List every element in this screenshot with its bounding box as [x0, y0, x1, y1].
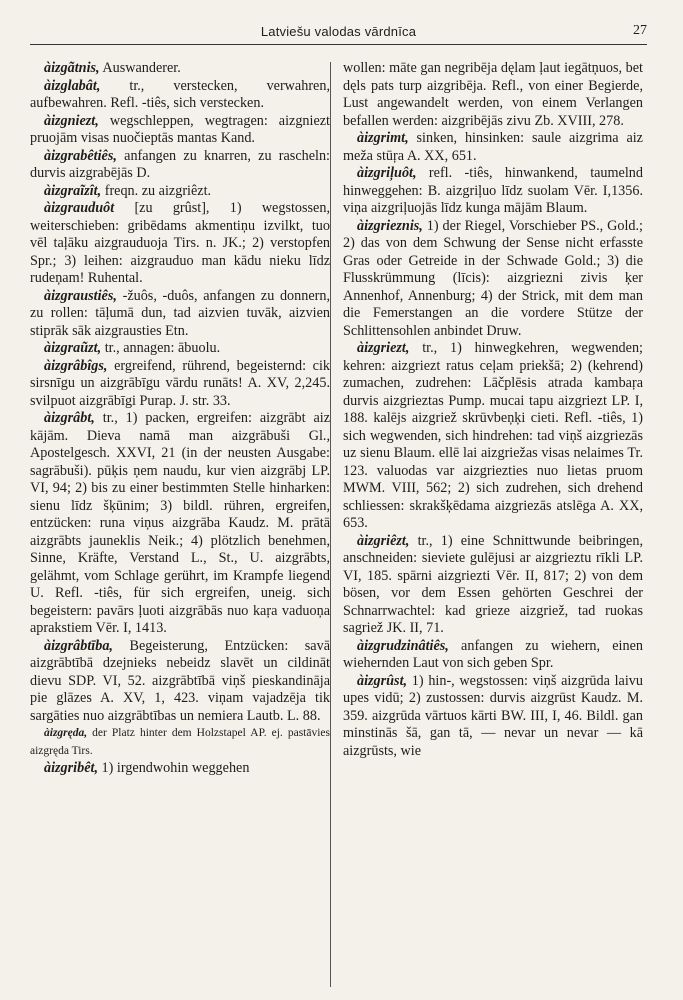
- entry-headword: àizgręda,: [44, 727, 88, 739]
- dictionary-entry: [30, 410, 330, 638]
- entry-definition: wollen: māte gan negribēja dęlam ļaut iegātņuos, bet dęls pats turp aizgribēja. Refl., von einer Begierde, Lust angewandelt werden, von einem Verlangen befallen werden: aizgribējās zivu Zb. XVIII, 278.: [343, 60, 643, 129]
- entry-definition: wegschleppen, wegtragen: aizgniezt pruojām visas nuočieptās mantas Kand.: [30, 112, 330, 146]
- entry-definition: tr., 1) hinwegkehren, wegwenden; kehren: aizgriezt ratus ceļam priekšā; 2) (kehrend) zumachen, zudrehen: Lāčplēsis atrada kambaŗa durvis aizgrieztas Pump. mucai tapu aizgriezt LP. I, 188. kalējs aizgriež skrūvbeņķi cieti. Refl. -tiês, 1) sich wegwenden, sich hindrehen: tad viņš aizgriezās uz sienu Blaum. ellē lai aizgriežas visas nelaimes Tr. 123. valuodas var aizgriezties nuo lietas pruom MWM. VIII, 562; 2) sich zudrehen, sich drehend schliessen: skrakšķēdama aizgriezās atslēga A. XX, 653.: [343, 340, 643, 531]
- running-title: Latviešu valodas vārdnīca: [260, 24, 417, 39]
- page-header: [30, 22, 647, 45]
- dictionary-entry: [30, 183, 330, 201]
- dictionary-entry: [30, 200, 330, 288]
- entry-definition: [zu grûst], 1) wegstossen, weiterschieben: gribēdams akmentiņu izvilkt, tuo vēl taļāku aizgrauduoja Tirs. n. JK.; 2) verstopfen Spr.; 3) leihen: aizgrauduo man kādu nieku līdz rudeņam! Ruhental.: [30, 200, 330, 286]
- dictionary-entry: [30, 340, 330, 358]
- entry-headword: àizgniezt,: [44, 112, 99, 129]
- dictionary-entry: [343, 130, 643, 165]
- dictionary-entry: [343, 533, 643, 638]
- entry-definition: ergreifend, rührend, begeisternd: cik sirsnīgu un aizgrābīgu vārdu runāts! A. XV, 2,245. svilpuot aizgrābīgi Purap. J. str. 33.: [30, 357, 330, 409]
- entry-definition: 1) irgendwohin weggehen: [98, 760, 250, 776]
- entry-headword: àizgrâbtība,: [44, 637, 113, 654]
- dictionary-entry: [343, 638, 643, 673]
- entry-definition: der Platz hinter dem Holzstapel AP. ej. pastāvies aizgręda Tirs.: [30, 727, 330, 757]
- dictionary-entry: [343, 673, 643, 761]
- entry-headword: àizgrâbt,: [44, 410, 95, 426]
- entry-headword: àizgribêt,: [44, 760, 98, 776]
- entry-definition: 1) hin-, wegstossen: viņš aizgrūda laivu upes vidū; 2) zustossen: durvis aizgrūst Kaudz. M. 359. aizgrūda vārtuos kārti BW. III, I, 46. Bildl. gan minstinās šā, gan tā, — nevar un nevar — kā aizgrūsts, wie: [343, 672, 643, 759]
- entry-definition: Auswanderer.: [99, 60, 181, 76]
- entry-headword: àizgrûst,: [357, 672, 408, 689]
- entry-definition: tr., 1) eine Schnittwunde beibringen, anschneiden: sieviete gulējusi ar aizgrieztu rīkli LP. VI, 185. spārni aizgriezti Vēr. II, 817; 2) von dem bösen, vor dem Essen gehörten Geschrei der Schnarrwachtel: kad grieze aizgriež, tad ruokas sagriež JK. II, 71.: [343, 532, 643, 636]
- entry-definition: sinken, hinsinken: saule aizgrima aiz meža stūŗa A. XX, 651.: [343, 130, 643, 164]
- dictionary-entry: [343, 340, 643, 533]
- column-divider: [330, 62, 331, 987]
- dictionary-entry: [30, 288, 330, 341]
- entry-headword: àizgraĩzît,: [44, 182, 102, 199]
- left-column: [30, 60, 330, 778]
- entry-definition: anfangen zu knarren, zu rascheln: durvis aizgrabējās D.: [30, 147, 330, 181]
- dictionary-entry: [30, 638, 330, 726]
- dictionary-entry: [30, 113, 330, 148]
- dictionary-entry: [30, 358, 330, 411]
- entry-definition: tr., annagen: ābuolu.: [101, 340, 221, 356]
- page-number: 27: [633, 23, 647, 38]
- dictionary-entry: [30, 760, 330, 778]
- entry-headword: àizgãtnis,: [44, 60, 100, 76]
- dictionary-entry: [343, 218, 643, 341]
- entry-headword: àizgrimt,: [357, 130, 409, 146]
- dictionary-entry: [343, 60, 643, 130]
- entry-definition: -žuôs, -duôs, anfangen zu donnern, zu rollen: tāļumā dun, tad aizvien tuvāk, aizvien stiprāk sāk aizgrausties Etn.: [30, 287, 330, 339]
- dictionary-entry: [30, 78, 330, 113]
- entry-headword: àizgriezt,: [357, 340, 410, 356]
- entry-headword: àizgrâbîgs,: [44, 357, 108, 374]
- entry-definition: tr., verstecken, verwahren, aufbewahren. Refl. -tiês, sich verstecken.: [30, 77, 330, 111]
- entry-headword: àizgrabêtiês,: [44, 147, 117, 164]
- entry-headword: àizgriêzt,: [357, 532, 410, 549]
- dictionary-entry: [30, 725, 330, 760]
- entry-headword: àizgrauduôt: [44, 200, 115, 216]
- entry-headword: àizglabât,: [44, 77, 101, 94]
- dictionary-entry: [343, 165, 643, 218]
- entry-definition: tr., 1) packen, ergreifen: aizgrābt aiz kājām. Dieva namā man aizgrābuši Gl., Apostelgesch. XXVI, 21 (in der neusten Ausgabe: sagrābuši). pūķis ņem naudu, kur vien aizgrābj LP. VI, 94; 2) bis zu einer bestimmten Stelle hinharken: sienu līdz šķūnim; 3) bildl. rühren, ergreifen, entzücken: runa viņus aizgrāba Kaudz. M. prātā aizgrābts jauneklis Neik.; 4) plötzlich benehmen, Sinne, Kräfte, Verstand L., St., U. aizgrābts, gelähmt, vom Schlage gerührt, im Krampfe liegend U. Refl. -tiês, für sich ergreifen, uneig. sich begeistern: pavārs ļuoti aizgrābās nuo kaŗa vaduoņa aprakstiem Vēr. I, 1413.: [30, 410, 330, 636]
- right-column: [343, 60, 643, 760]
- entry-headword: àizgraũzt,: [44, 340, 102, 356]
- entry-definition: freqn. zu aizgriêzt.: [101, 182, 212, 199]
- entry-headword: àizgrieznis,: [357, 217, 423, 234]
- entry-definition: Begeisterung, Entzücken: savā aizgrābtībā dzejnieks nebeidz slavēt un cildināt dievu SDP. VI, 52. aizgrābtībā viņš pieskandināja pie glāzes A. XV, 1, 423. viņam vajadzēja tik sargāties nuo aizgrābtības un nemiera Lautb. L. 88.: [30, 637, 330, 724]
- entry-definition: 1) der Riegel, Vorschieber PS., Gold.; 2) das von dem Schwung der Sense nicht erfasste Gras oder Getreide in der Schwade Gold.; 3) die Flusskrümmung (līcis): aizgriezni zivis ķer Annenhof, Annenburg; 4) der Strick, mit dem man die Femerstangen an die vordere Stütze der Schlittensohlen anbindet Druw.: [343, 217, 643, 339]
- entry-headword: àizgriļuôt,: [357, 165, 417, 181]
- dictionary-entry: [30, 148, 330, 183]
- entry-definition: refl. -tiês, hinwankend, taumelnd hinweggehen: B. aizgriļuo līdz suolam Vēr. I,1356. viņa aizgriļuojās līdz kunga mājām Blaum.: [343, 165, 643, 216]
- entry-headword: àizgrudzinâtiês,: [357, 637, 449, 654]
- entry-definition: anfangen zu wiehern, einen wiehernden Laut von sich geben Spr.: [343, 637, 643, 671]
- dictionary-entry: [30, 60, 330, 78]
- entry-headword: àizgraustiês,: [44, 287, 117, 304]
